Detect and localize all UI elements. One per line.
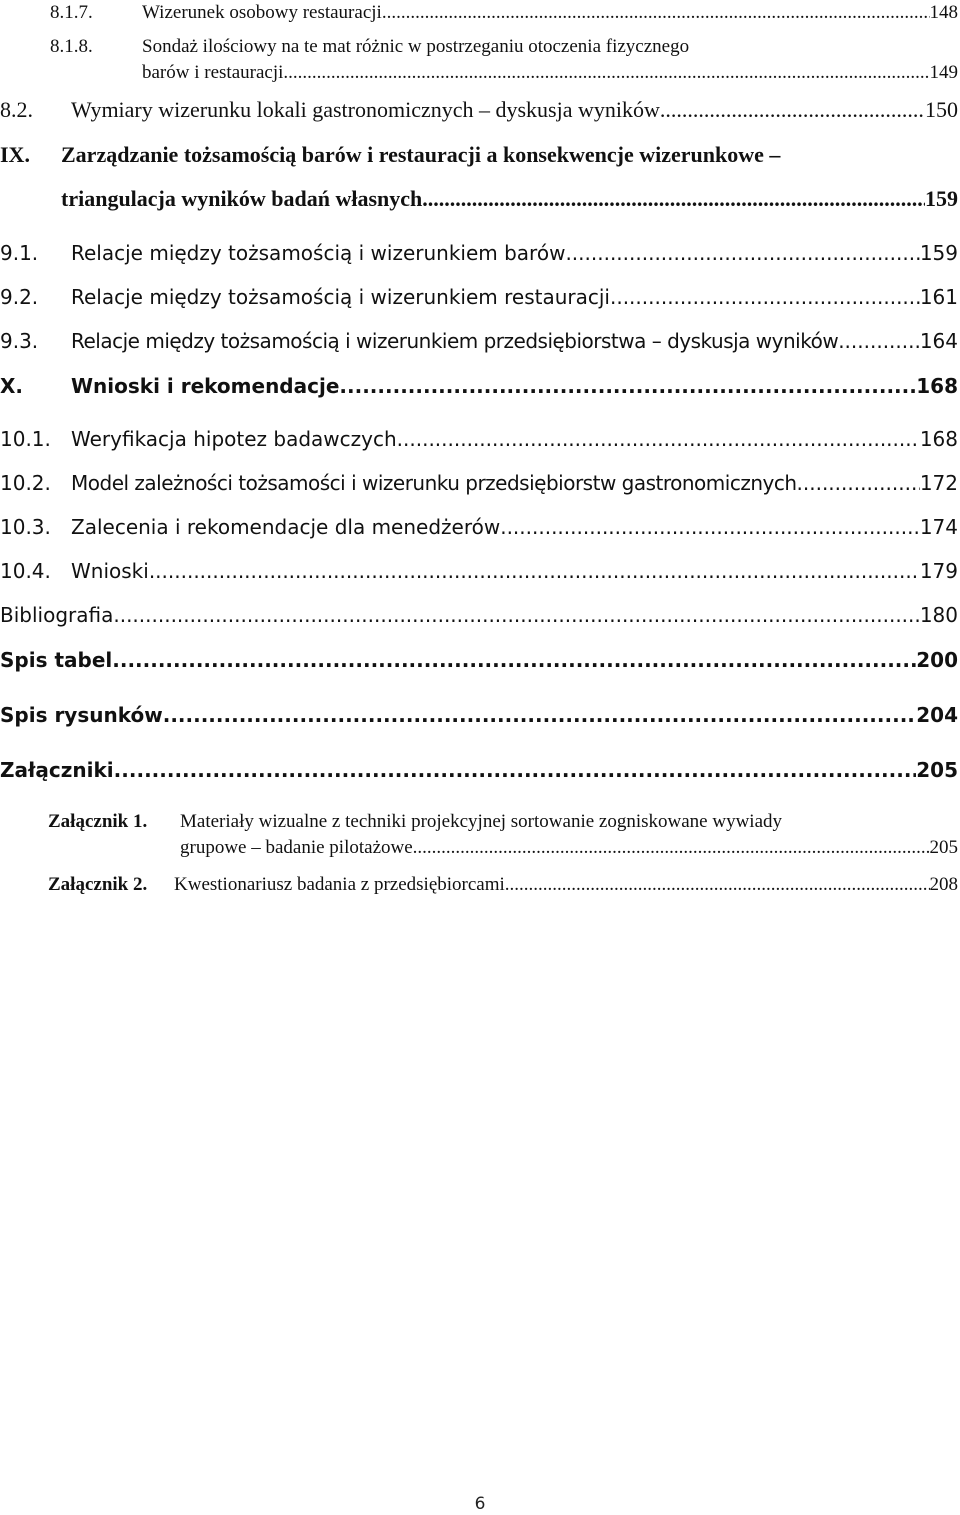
toc-entry-page: 148 — [929, 2, 958, 23]
toc-entry[interactable] — [0, 556, 958, 586]
dot-leader — [660, 95, 925, 125]
toc-entry-title: Wymiary wizerunku lokali gastronomicznych – dyskusja wyników — [71, 97, 660, 122]
dot-leader — [163, 700, 917, 730]
dot-leader — [283, 60, 929, 86]
toc-entry[interactable] — [0, 140, 780, 170]
toc-entry-page: 174 — [919, 515, 958, 539]
toc-entry-title: Wnioski i rekomendacje — [71, 374, 340, 398]
toc-entry-page: 205 — [929, 837, 958, 858]
dot-leader — [413, 835, 930, 861]
toc-entry-page: 161 — [919, 285, 958, 309]
toc-entry[interactable] — [0, 512, 958, 542]
dot-leader — [397, 424, 920, 454]
toc-entry-number: 10.4. — [0, 559, 51, 583]
dot-leader — [505, 872, 930, 898]
toc-entry[interactable] — [0, 468, 958, 498]
dot-leader — [113, 600, 919, 630]
toc-entry-title: Relacje między tożsamością i wizerunkiem barów — [71, 241, 566, 265]
toc-entry-title-line2: grupowe – badanie pilotażowe — [180, 837, 413, 858]
toc-entry-page: 208 — [929, 874, 958, 895]
toc-entry[interactable] — [0, 424, 958, 454]
toc-entry-title: Zalecenia i rekomendacje dla menedżerów — [71, 515, 501, 539]
toc-entry-title: Wnioski — [71, 559, 149, 583]
toc-entry-page: 150 — [925, 97, 958, 122]
toc-entry-page: 179 — [919, 559, 958, 583]
toc-entry-number: Załącznik 2. — [48, 874, 148, 895]
toc-entry-number: 10.2. — [0, 471, 51, 495]
dot-leader — [422, 184, 925, 214]
dot-leader — [149, 556, 920, 586]
toc-entry[interactable] — [0, 238, 958, 268]
toc-entry[interactable] — [0, 326, 958, 356]
toc-entry[interactable] — [50, 0, 958, 26]
toc-entry-continuation[interactable] — [180, 835, 958, 861]
toc-entry-title: Wizerunek osobowy restauracji — [142, 2, 382, 23]
dot-leader — [610, 282, 920, 312]
toc-entry-title: Bibliografia — [0, 603, 114, 627]
toc-entry-title: Weryfikacja hipotez badawczych — [71, 427, 397, 451]
toc-entry-appendix[interactable] — [48, 872, 958, 898]
toc-entry-title: Sondaż ilościowy na te mat różnic w postrzeganiu otoczenia fizycznego — [142, 36, 690, 57]
toc-entry-title: Spis rysunków — [0, 703, 163, 727]
dot-leader — [114, 755, 917, 785]
toc-entry[interactable] — [0, 282, 958, 312]
dot-leader — [565, 238, 919, 268]
dot-leader — [382, 0, 930, 26]
toc-entry-bibliography[interactable] — [0, 600, 958, 630]
toc-entry-number: 8.1.7. — [50, 2, 93, 23]
toc-entry-page: 159 — [925, 186, 958, 211]
toc-entry-title: Relacje między tożsamością i wizerunkiem przedsiębiorstwa – dyskusja wyników — [71, 329, 839, 353]
toc-entry-continuation[interactable] — [142, 60, 958, 86]
toc-entry-title: Kwestionariusz badania z przedsiębiorcami — [174, 874, 505, 895]
toc-entry-title: Zarządzanie tożsamością barów i restauracji a konsekwencje wizerunkowe – — [61, 142, 781, 167]
toc-entry-appendices[interactable] — [0, 755, 958, 785]
toc-entry-page: 180 — [919, 603, 958, 627]
toc-entry-page: 164 — [919, 329, 958, 353]
toc-entry-page: 200 — [916, 648, 958, 672]
toc-entry-number: 8.1.8. — [50, 36, 93, 57]
dot-leader — [797, 468, 920, 498]
toc-entry-page: 204 — [916, 703, 958, 727]
toc-entry-number: 8.2. — [0, 97, 33, 122]
toc-entry-list-of-figures[interactable] — [0, 700, 958, 730]
dot-leader — [838, 326, 920, 356]
toc-entry[interactable] — [0, 371, 958, 401]
toc-entry-page: 168 — [919, 427, 958, 451]
toc-entry-page: 159 — [919, 241, 958, 265]
toc-entry-number: IX. — [0, 142, 30, 167]
toc-entry[interactable] — [0, 95, 958, 125]
toc-entry-number: 9.2. — [0, 285, 39, 309]
toc-entry-title: Materiały wizualne z techniki projekcyjnej sortowanie zogniskowane wywiady — [180, 811, 782, 832]
dot-leader — [112, 645, 916, 675]
toc-entry-page: 149 — [929, 62, 958, 83]
dot-leader — [500, 512, 920, 542]
toc-entry-continuation[interactable] — [61, 184, 958, 214]
toc-entry-page: 168 — [916, 374, 958, 398]
toc-entry-number: 10.3. — [0, 515, 51, 539]
dot-leader — [339, 371, 916, 401]
toc-entry-title: Model zależności tożsamości i wizerunku przedsiębiorstw gastronomicznych — [71, 471, 797, 495]
page-number: 6 — [474, 1494, 486, 1514]
toc-entry[interactable] — [50, 34, 689, 60]
toc-entry-appendix[interactable] — [48, 809, 782, 835]
toc-entry-number: X. — [0, 374, 24, 398]
toc-entry-number: 9.1. — [0, 241, 39, 265]
toc-entry-title: Spis tabel — [0, 648, 113, 672]
toc-entry-title: Relacje między tożsamością i wizerunkiem restauracji — [71, 285, 610, 309]
toc-entry-page: 205 — [916, 758, 958, 782]
toc-entry-title-line2: triangulacja wyników badań własnych — [61, 186, 423, 211]
toc-entry-title: Załączniki — [0, 758, 114, 782]
toc-entry-page: 172 — [919, 471, 958, 495]
toc-entry-number: 9.3. — [0, 329, 39, 353]
toc-entry-list-of-tables[interactable] — [0, 645, 958, 675]
toc-entry-title-line2: barów i restauracji — [142, 62, 284, 83]
toc-entry-number: Załącznik 1. — [48, 811, 148, 832]
toc-entry-number: 10.1. — [0, 427, 51, 451]
